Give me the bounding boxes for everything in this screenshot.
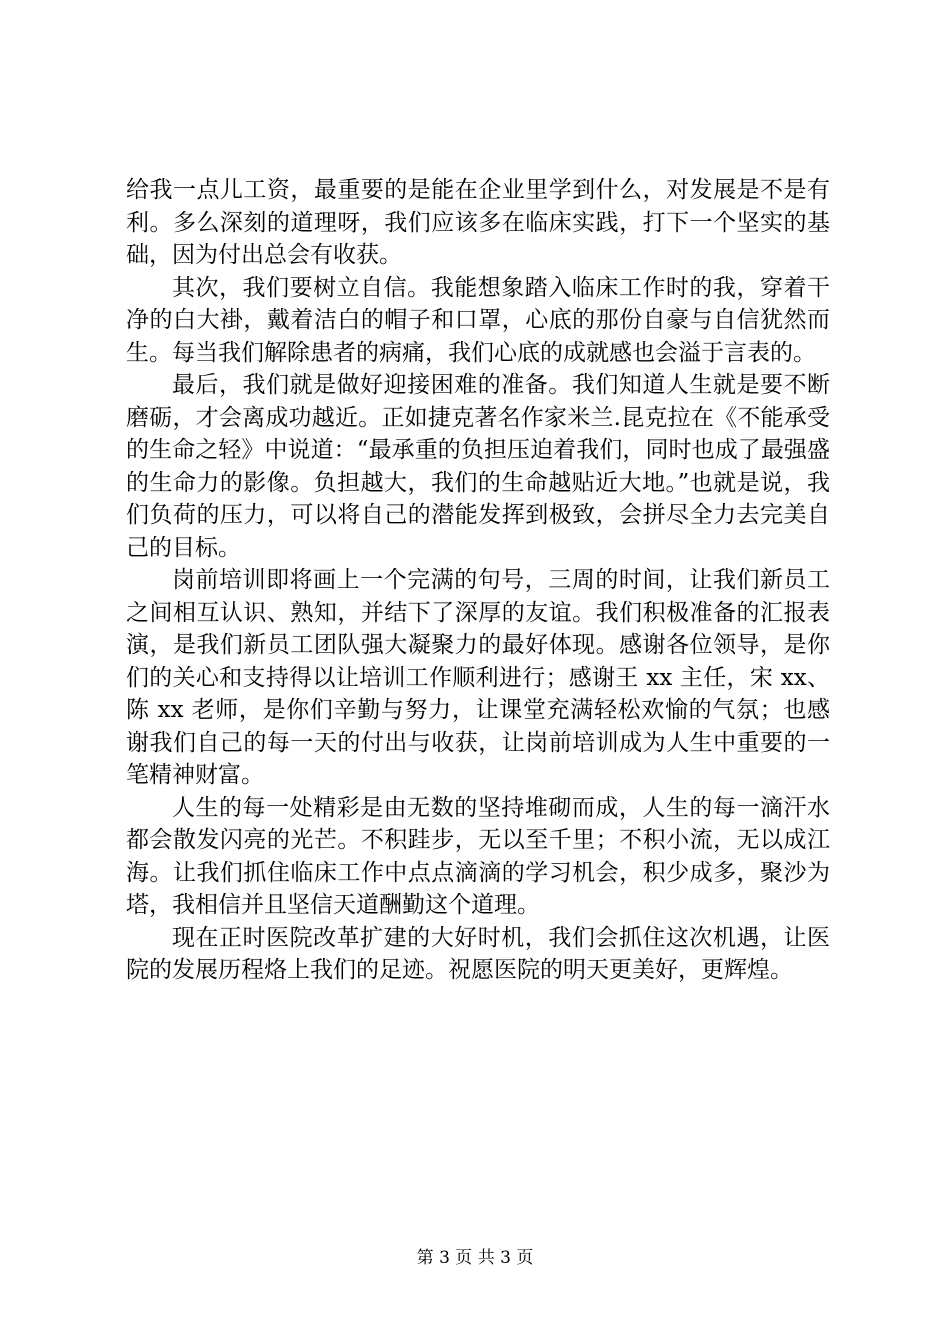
paragraph-persistence: 人生的每一处精彩是由无数的坚持堆砌而成，人生的每一滴汗水都会散发闪亮的光芒。不积跬步，无以至千里；不积小流，无以成江海。让我们抓住临床工作中点点滴滴的学习机会，积少成多，聚沙为塔，我相信并且坚信天道酬勤这个道理。 bbox=[126, 794, 830, 918]
paragraph-closing: 现在正时医院改革扩建的大好时机，我们会抓住这次机遇，让医院的发展历程烙上我们的足迹。祝愿医院的明天更美好，更辉煌。 bbox=[126, 924, 830, 983]
paragraph-training: 岗前培训即将画上一个完满的句号，三周的时间，让我们新员工之间相互认识、熟知，并结下了深厚的友谊。我们积极准备的汇报表演，是我们新员工团队强大凝聚力的最好体现。感谢各位领导，是你们的关心和支持得以让培训工作顺利进行；感谢王 xx 主任，宋 xx、陈 xx 老师，是你们辛勤与努力，让课堂充满轻松欢愉的气氛；也感谢我们自己的每一天的付出与收获，让岗前培训成为人生中重要的一笔精神财富。 bbox=[126, 567, 830, 788]
paragraph-continuation: 给我一点儿工资，最重要的是能在企业里学到什么，对发展是不是有利。多么深刻的道理呀，我们应该多在临床实践，打下一个坚实的基础，因为付出总会有收获。 bbox=[126, 177, 830, 268]
paragraph-confidence: 其次，我们要树立自信。我能想象踏入临床工作时的我，穿着干净的白大褂，戴着洁白的帽子和口罩，心底的那份自豪与自信犹然而生。每当我们解除患者的病痛，我们心底的成就感也会溢于言表的。 bbox=[126, 274, 830, 366]
paragraph-difficulties: 最后，我们就是做好迎接困难的准备。我们知道人生就是要不断磨砺，才会离成功越近。正如捷克著名作家米兰.昆克拉在《不能承受的生命之轻》中说道：“最承重的负担压迫着我们，同时也成了最强盛的生命力的影像。负担越大，我们的生命越贴近大地。”也就是说，我们负荷的压力，可以将自己的潜能发挥到极致，会拼尽全力去完美自己的目标。 bbox=[126, 372, 830, 561]
document-body bbox=[126, 174, 830, 987]
page-number-footer: 第 3 页 共 3 页 bbox=[416, 1248, 534, 1268]
